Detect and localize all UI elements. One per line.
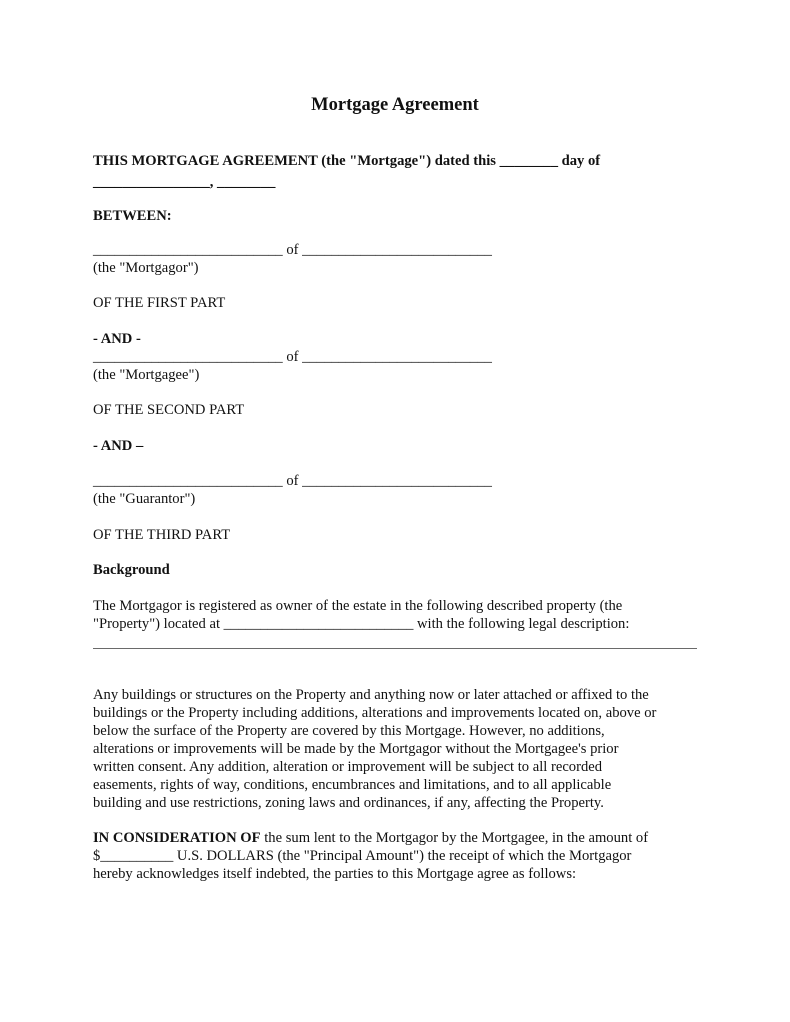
- principal-amount-line[interactable]: $__________ U.S. DOLLARS (the "Principal Amount") the receipt of which the Mortgagor: [93, 848, 632, 864]
- document-title: Mortgage Agreement: [311, 95, 479, 115]
- background-heading: Background: [93, 562, 170, 578]
- coverage-line: Any buildings or structures on the Property and anything now or later attached or affixed to the: [93, 687, 649, 703]
- intro-line-2: ________________, ________: [93, 174, 276, 190]
- mortgagor-name-address-blank[interactable]: __________________________ of __________________________: [93, 242, 492, 258]
- and-separator-1: - AND -: [93, 331, 141, 347]
- property-paragraph: [93, 597, 708, 633]
- property-line-1: The Mortgagor is registered as owner of the estate in the following described property (the: [93, 598, 623, 614]
- consideration-line-1: [93, 829, 708, 847]
- mortgagee-role: (the "Mortgagee"): [93, 367, 200, 383]
- mortgagor-role: (the "Mortgagor"): [93, 260, 199, 276]
- guarantor-role: (the "Guarantor"): [93, 491, 196, 507]
- property-line-2[interactable]: "Property") located at __________________________ with the following legal description:: [93, 616, 630, 632]
- legal-description-blank-line[interactable]: [93, 648, 697, 649]
- coverage-line: written consent. Any addition, alteration or improvement will be subject to all recorded: [93, 759, 603, 775]
- coverage-line: building and use restrictions, zoning laws and ordinances, if any, affecting the Property.: [93, 795, 604, 811]
- guarantor-name-address-blank[interactable]: __________________________ of __________________________: [93, 473, 492, 489]
- consideration-line-1-rest: the sum lent to the Mortgagor by the Mortgagee, in the amount of: [260, 830, 649, 846]
- consideration-lead: IN CONSIDERATION OF: [93, 830, 261, 846]
- coverage-line: alterations or improvements will be made by the Mortgagor without the Mortgagee's prior: [93, 741, 619, 757]
- coverage-paragraph: [93, 686, 708, 812]
- coverage-line: below the surface of the Property are covered by this Mortgage. However, no additions,: [93, 723, 605, 739]
- between-label: BETWEEN:: [93, 208, 172, 224]
- coverage-line: easements, rights of way, conditions, encumbrances and limitations, and to all applicable: [93, 777, 612, 793]
- and-separator-2: - AND –: [93, 438, 144, 454]
- intro-line-1: THIS MORTGAGE AGREEMENT (the "Mortgage") dated this ________ day of: [93, 153, 601, 169]
- consideration-paragraph: [93, 829, 708, 883]
- consideration-line-3: hereby acknowledges itself indebted, the parties to this Mortgage agree as follows:: [93, 866, 577, 882]
- coverage-line: buildings or the Property including additions, alterations and improvements located on, above or: [93, 705, 657, 721]
- first-part-label: OF THE FIRST PART: [93, 295, 226, 311]
- third-part-label: OF THE THIRD PART: [93, 527, 231, 543]
- second-part-label: OF THE SECOND PART: [93, 402, 245, 418]
- mortgagee-name-address-blank[interactable]: __________________________ of __________________________: [93, 349, 492, 365]
